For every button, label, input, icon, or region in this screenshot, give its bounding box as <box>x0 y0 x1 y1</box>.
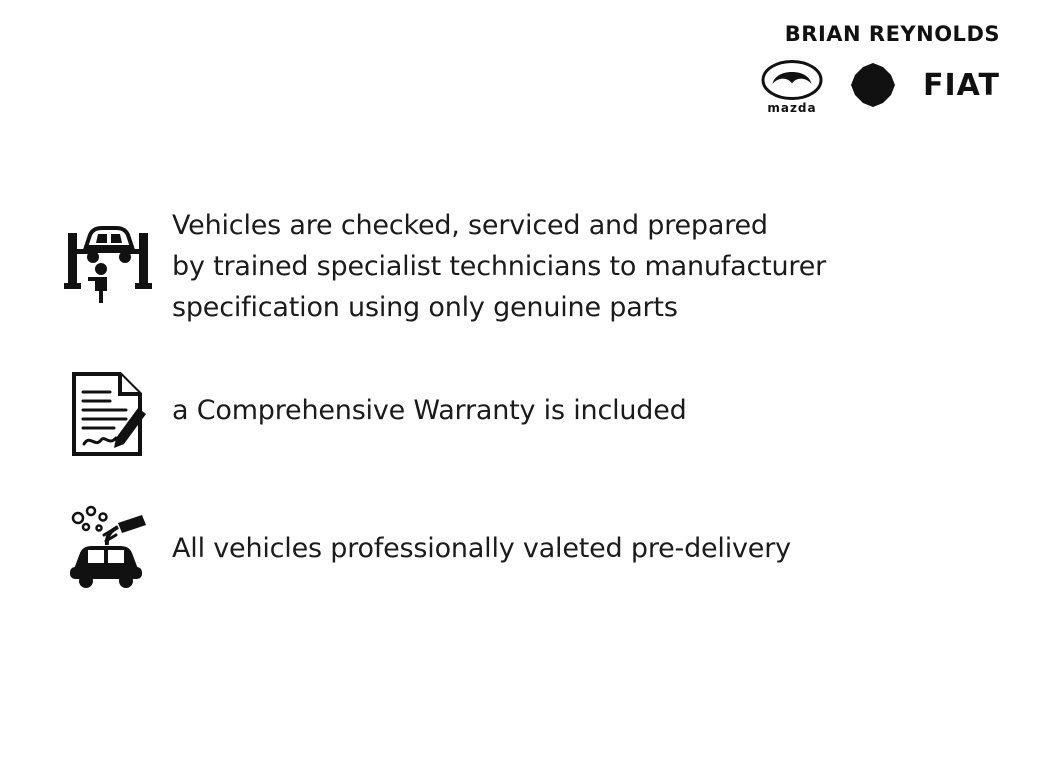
feature-item <box>56 496 1000 600</box>
feature-text-line: All vehicles professionally valeted pre-delivery <box>172 533 791 565</box>
feature-item <box>56 362 1000 466</box>
feature-text <box>160 205 826 328</box>
car-wash-glyph <box>62 505 154 591</box>
document-signature-glyph <box>64 368 152 460</box>
document-signature-icon <box>56 362 160 466</box>
car-on-lift-icon <box>56 211 160 315</box>
car-wash-icon <box>56 496 160 600</box>
fiat-logo: FIAT <box>922 67 1000 103</box>
mazda-emblem-icon <box>761 60 823 100</box>
feature-text-line: by trained specialist technicians to manufacturer <box>172 251 827 283</box>
svg-text:MG: MG <box>859 77 887 95</box>
brand-block <box>761 22 1000 115</box>
feature-text-line: Vehicles are checked, serviced and prepared <box>172 210 768 241</box>
feature-text <box>160 362 687 431</box>
dealer-name: BRIAN REYNOLDS <box>784 22 1000 46</box>
mazda-wordmark: mazda <box>767 101 817 115</box>
feature-text-line: a Comprehensive Warranty is included <box>172 395 687 427</box>
feature-item <box>56 205 1000 328</box>
feature-text <box>160 496 791 569</box>
mg-emblem-icon <box>849 61 897 109</box>
car-on-lift-glyph <box>62 217 154 309</box>
feature-list <box>56 205 1000 634</box>
feature-text-line: specification using only genuine parts <box>172 292 678 324</box>
mazda-logo <box>761 60 823 115</box>
mg-logo <box>849 61 897 114</box>
manufacturer-logo-row <box>761 60 1000 115</box>
